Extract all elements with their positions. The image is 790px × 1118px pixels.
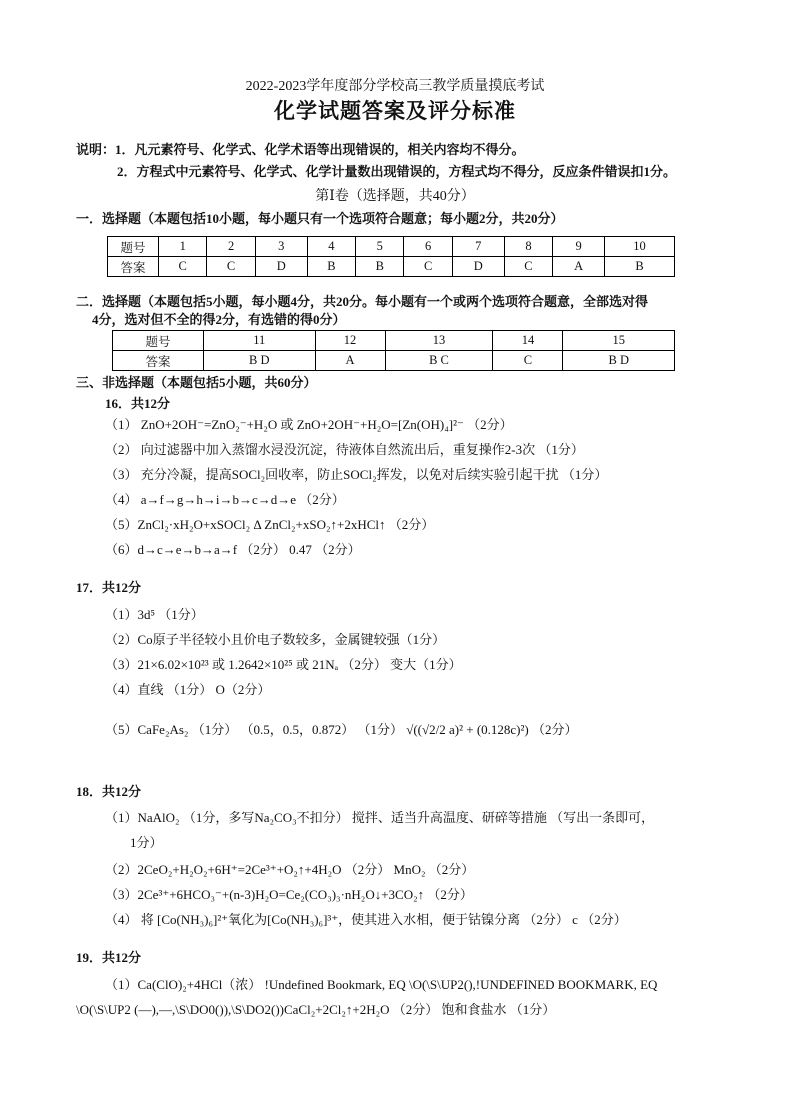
q16-answer-line: （3） 充分冷凝，提高SOCl₂回收率，防止SOCl₂挥发，以免对后续实验引起干扰 （1分） bbox=[105, 467, 608, 482]
q17-title: 17．共12分 bbox=[76, 580, 142, 595]
page-title: 化学试题答案及评分标准 bbox=[274, 99, 516, 123]
q17-answer-line: （4）直线 （1分） O（2分） bbox=[105, 682, 271, 697]
table-cell: 10 bbox=[605, 237, 675, 257]
table-cell: 9 bbox=[553, 237, 605, 257]
q18-answer-line: （1）NaAlO₂ （1分，多写Na₂CO₃不扣分） 搅拌、适当升高温度、研碎等措施 （写出一条即可， bbox=[105, 810, 655, 825]
table-cell: B bbox=[356, 257, 404, 277]
q16-answer-line: （6）d→c→e→b→a→f （2分） 0.47 （2分） bbox=[105, 542, 361, 557]
table-cell: D bbox=[452, 257, 504, 277]
table-cell: 3 bbox=[255, 237, 307, 257]
table-cell: D bbox=[255, 257, 307, 277]
part1-title: 第Ⅰ卷（选择题，共40分） bbox=[315, 189, 475, 204]
q16-answer-line: （1） ZnO+2OH⁻=ZnO₂⁻+H₂O 或 ZnO+2OH⁻+H₂O=[Zn(OH)₄]²⁻ （2分） bbox=[105, 417, 513, 432]
table-cell: 7 bbox=[452, 237, 504, 257]
section2-answer-table bbox=[112, 330, 675, 371]
exam-subtitle: 2022-2023学年度部分学校高三教学质量摸底考试 bbox=[245, 79, 545, 94]
table-cell: B bbox=[307, 257, 355, 277]
row-label: 答案 bbox=[108, 257, 159, 277]
table-cell: B C bbox=[385, 351, 493, 371]
row-label: 题号 bbox=[108, 237, 159, 257]
table-cell: 13 bbox=[385, 331, 493, 351]
note-1: 说明：1．凡元素符号、化学式、化学术语等出现错误的，相关内容均不得分。 bbox=[76, 142, 525, 157]
q17-answer-line: （3）21×6.02×10²³ 或 1.2642×10²⁵ 或 21Nₐ （2分） 变大（1分） bbox=[105, 657, 462, 672]
row-label: 题号 bbox=[113, 331, 204, 351]
q17-answer-line: （1）3d⁵ （1分） bbox=[105, 607, 204, 622]
table-cell: 14 bbox=[493, 331, 563, 351]
q16-answer-line: （4） a→f→g→h→i→b→c→d→e （2分） bbox=[105, 492, 345, 507]
table-cell: 15 bbox=[563, 331, 675, 351]
q19-title: 19．共12分 bbox=[76, 950, 142, 965]
q19-answer-line: （1）Ca(ClO)₂+4HCl（浓） !Undefined Bookmark, EQ \O(\S\UP2(),!UNDEFINED BOOKMARK, EQ bbox=[105, 977, 658, 992]
table-cell: 11 bbox=[204, 331, 316, 351]
section2-heading-cont: 4分，选对但不全的得2分，有选错的得0分） bbox=[92, 312, 346, 327]
table-cell: A bbox=[553, 257, 605, 277]
table-cell: C bbox=[493, 351, 563, 371]
note-2: 2．方程式中元素符号、化学式、化学计量数出现错误的，方程式均不得分，反应条件错误扣1分。 bbox=[117, 164, 677, 179]
q18-answer-line: （2）2CeO₂+H₂O₂+6H⁺=2Ce³⁺+O₂↑+4H₂O （2分） MnO₂ （2分） bbox=[105, 862, 475, 877]
q17-answer-line: （2）Co原子半径较小且价电子数较多，金属键较强（1分） bbox=[105, 632, 446, 647]
table-cell: 4 bbox=[307, 237, 355, 257]
table-cell: C bbox=[404, 257, 452, 277]
q18-title: 18．共12分 bbox=[76, 784, 142, 799]
table-cell: 5 bbox=[356, 237, 404, 257]
table-cell: 6 bbox=[404, 237, 452, 257]
section2-heading: 二．选择题（本题包括5小题，每小题4分，共20分。每小题有一个或两个选项符合题意，全部选对得 bbox=[76, 294, 649, 309]
table-cell: C bbox=[504, 257, 552, 277]
q18-answer-line: （3）2Ce³⁺+6HCO₃⁻+(n-3)H₂O=Ce₂(CO₃)₃·nH₂O↓+3CO₂↑ （2分） bbox=[105, 887, 473, 902]
table-cell: 12 bbox=[315, 331, 385, 351]
table-cell: A bbox=[315, 351, 385, 371]
q16-answer-line: （2） 向过滤器中加入蒸馏水浸没沉淀，待液体自然流出后，重复操作2-3次 （1分） bbox=[105, 442, 584, 457]
section3-heading: 三、非选择题（本题包括5小题，共60分） bbox=[76, 375, 317, 390]
section1-answer-table bbox=[107, 236, 675, 277]
q17-answer-line: （5）CaFe₂As₂ （1分） （0.5，0.5，0.872） （1分） √((√2/2 a)² + (0.128c)²) （2分） bbox=[105, 722, 578, 737]
table-cell: 1 bbox=[159, 237, 207, 257]
q18-answer-line: （4） 将 [Co(NH₃)₆]²⁺氧化为[Co(NH₃)₆]³⁺，使其进入水相，便于钴镍分离 （2分） c （2分） bbox=[105, 912, 627, 927]
q18-answer-line: 1分） bbox=[130, 835, 163, 850]
q16-answer-line: （5）ZnCl₂·xH₂O+xSOCl₂ Δ ZnCl₂+xSO₂↑+2xHCl↑ （2分） bbox=[105, 517, 435, 532]
row-label: 答案 bbox=[113, 351, 204, 371]
section1-heading: 一．选择题（本题包括10小题，每小题只有一个选项符合题意；每小题2分，共20分） bbox=[76, 211, 564, 226]
table-cell: B bbox=[605, 257, 675, 277]
table-cell: C bbox=[159, 257, 207, 277]
q16-title: 16．共12分 bbox=[105, 396, 171, 411]
table-cell: 2 bbox=[207, 237, 255, 257]
table-cell: 8 bbox=[504, 237, 552, 257]
q19-answer-line: \O(\S\UP2 (—),—,\S\DO0()),\S\DO2())CaCl₂+2Cl₂↑+2H₂O （2分） 饱和食盐水 （1分） bbox=[76, 1002, 556, 1017]
table-cell: B D bbox=[204, 351, 316, 371]
table-cell: C bbox=[207, 257, 255, 277]
table-cell: B D bbox=[563, 351, 675, 371]
